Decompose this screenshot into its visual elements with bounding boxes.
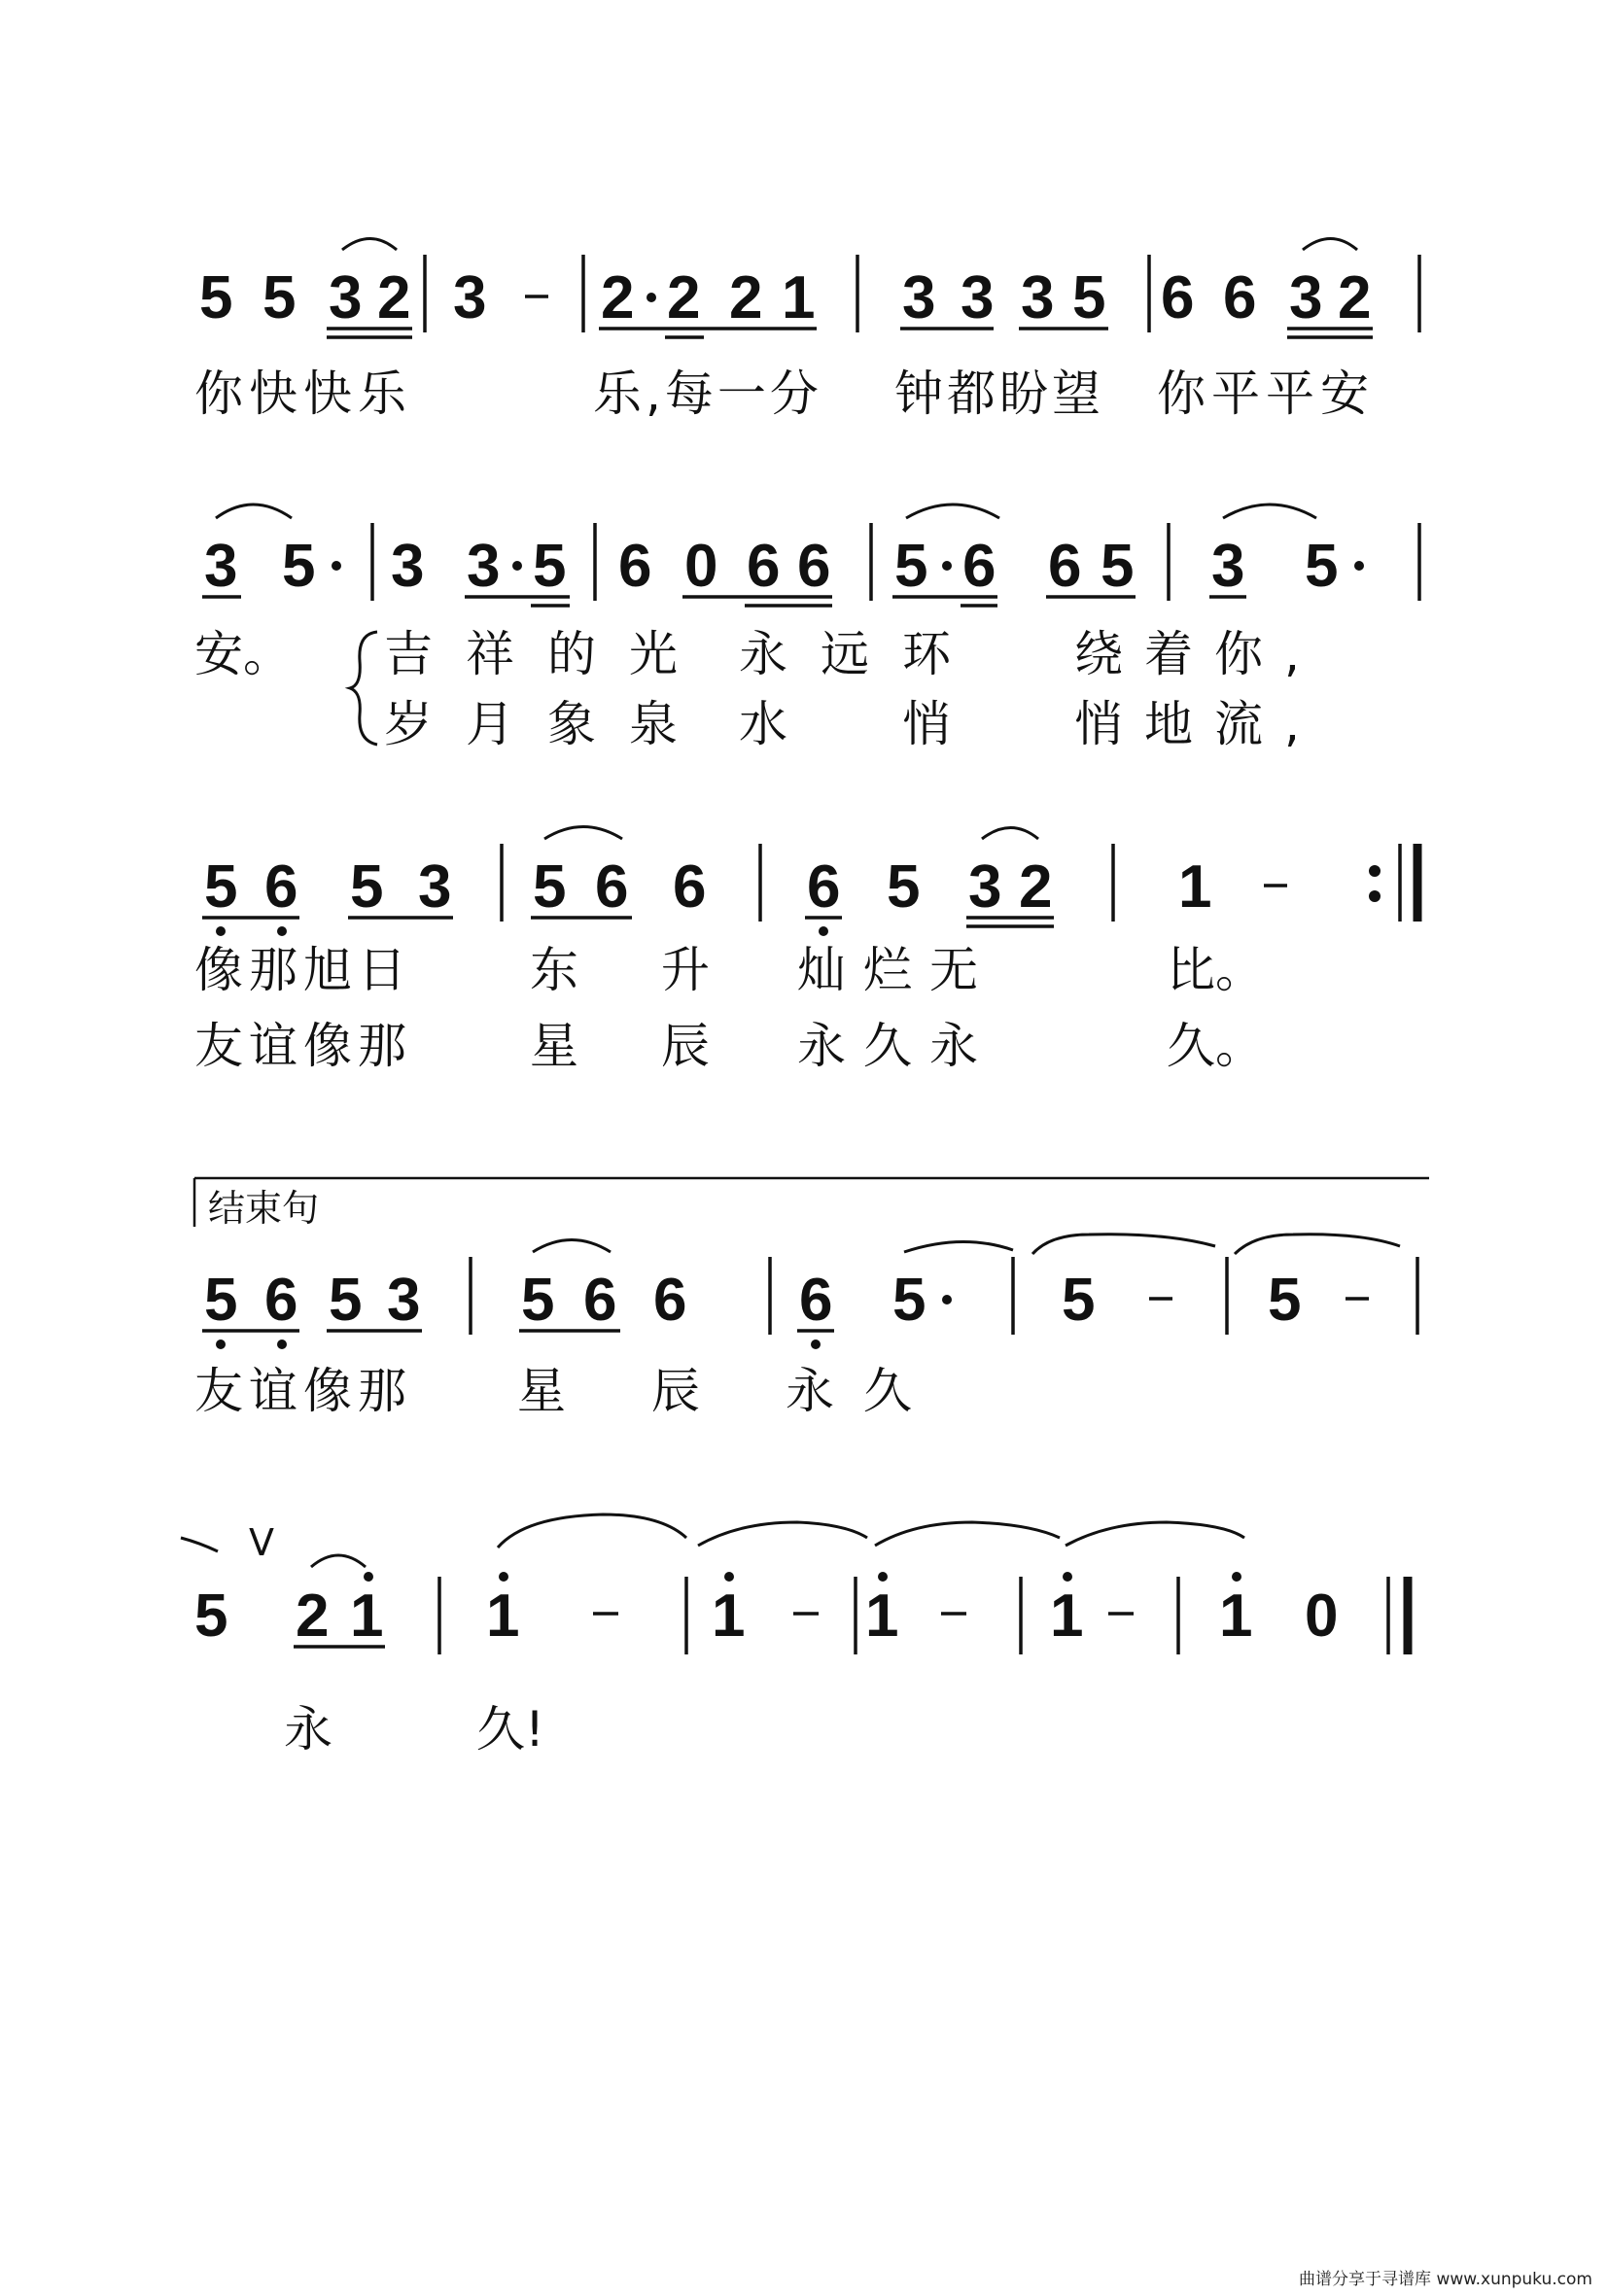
slur xyxy=(982,828,1038,840)
lyric: 绕着你, xyxy=(1074,626,1321,682)
lyric: 灿烂无 xyxy=(797,942,996,998)
note: 5 xyxy=(204,853,238,921)
verse-brace xyxy=(350,632,377,745)
low-octave-dot xyxy=(819,926,828,936)
tie xyxy=(698,1522,867,1546)
watermark: 曲谱分享于寻谱库 www.xunpuku.com xyxy=(1299,2270,1592,2289)
lyric: 悄地流, xyxy=(1074,696,1321,752)
note: 2 xyxy=(1019,853,1053,921)
note: 5 xyxy=(1305,533,1339,600)
slur xyxy=(216,504,292,518)
note: 6 xyxy=(1223,264,1257,331)
note: 2 xyxy=(1338,264,1372,331)
note: 6 xyxy=(807,853,841,921)
note: 1 xyxy=(1050,1583,1084,1650)
lyric: 友谊像那 xyxy=(194,1363,412,1419)
note: 3 xyxy=(453,264,487,331)
note: 5 xyxy=(887,853,921,921)
high-octave-dot xyxy=(724,1572,734,1582)
aug-dot xyxy=(942,561,952,571)
note: 3 xyxy=(387,1267,421,1334)
note: 6 xyxy=(264,853,298,921)
note: 1 xyxy=(782,264,816,331)
high-octave-dot xyxy=(1232,1572,1241,1582)
note: 6 xyxy=(1048,533,1082,600)
note: 2 xyxy=(377,264,411,331)
high-octave-dot xyxy=(364,1572,373,1582)
note: 3 xyxy=(329,264,363,331)
note: 3 xyxy=(204,533,238,600)
note: 5 xyxy=(533,533,567,600)
lyric: 永远环 xyxy=(739,626,984,682)
low-octave-dot xyxy=(277,926,287,936)
lyric: 久。 xyxy=(1167,1018,1264,1074)
lyric: 比。 xyxy=(1167,942,1264,998)
high-octave-dot xyxy=(499,1572,508,1582)
score-line-3 xyxy=(194,827,1417,1075)
note: 1 xyxy=(712,1583,746,1650)
lyric: 升 xyxy=(661,942,710,998)
note: 3 xyxy=(1211,533,1245,600)
note: 6 xyxy=(653,1267,687,1334)
note: 5 xyxy=(194,1583,228,1650)
note: 1 xyxy=(1178,853,1212,921)
low-octave-dot xyxy=(216,926,226,936)
note: 6 xyxy=(618,533,652,600)
note: 3 xyxy=(418,853,452,921)
note: 5 xyxy=(1268,1267,1302,1334)
repeat-dot xyxy=(1369,865,1381,877)
tie xyxy=(875,1522,1060,1546)
lyric: 安。 xyxy=(194,626,292,682)
note: 6 xyxy=(797,533,831,600)
note: 5 xyxy=(204,1267,238,1334)
note: 6 xyxy=(583,1267,617,1334)
breath-mark: V xyxy=(249,1521,274,1564)
tie xyxy=(904,1241,1013,1252)
note: 0 xyxy=(1305,1583,1339,1650)
tie xyxy=(1066,1522,1244,1546)
lyric: 水悄 xyxy=(739,696,1066,752)
lyric: 永久 xyxy=(786,1363,941,1419)
low-octave-dot xyxy=(811,1339,821,1349)
slur xyxy=(1223,504,1316,518)
note: 6 xyxy=(1161,264,1195,331)
aug-dot xyxy=(942,1295,952,1305)
lyric: 岁月象泉 xyxy=(384,696,711,752)
lyric: 永 xyxy=(284,1701,332,1757)
note: 5 xyxy=(521,1267,555,1334)
aug-dot xyxy=(332,561,341,571)
note: 2 xyxy=(601,264,635,331)
note: 5 xyxy=(329,1267,363,1334)
slur xyxy=(311,1555,366,1567)
note: 5 xyxy=(199,264,233,331)
aug-dot xyxy=(1354,561,1364,571)
note: 6 xyxy=(673,853,707,921)
lyric: 星 xyxy=(517,1363,566,1419)
lyric: 你平平安 xyxy=(1157,365,1375,422)
low-octave-dot xyxy=(216,1339,226,1349)
low-octave-dot xyxy=(277,1339,287,1349)
note: 3 xyxy=(1021,264,1055,331)
note: 3 xyxy=(1289,264,1323,331)
slur xyxy=(906,504,999,518)
lyric: 钟都盼望 xyxy=(894,365,1104,422)
note: 5 xyxy=(1072,264,1106,331)
lyric: 永久永 xyxy=(797,1018,996,1074)
note: 5 xyxy=(1062,1267,1096,1334)
lyric: 像那旭日 xyxy=(194,942,412,998)
slur xyxy=(1303,239,1357,251)
lyric: 吉祥的光 xyxy=(384,626,711,682)
note: 6 xyxy=(264,1267,298,1334)
note: 5 xyxy=(892,1267,926,1334)
note: 6 xyxy=(962,533,996,600)
score-line-1 xyxy=(194,239,1419,423)
slur xyxy=(544,827,622,840)
high-octave-dot xyxy=(1063,1572,1072,1582)
lyric: 辰 xyxy=(661,1018,710,1074)
slur xyxy=(342,239,397,251)
note: 5 xyxy=(350,853,384,921)
note: 1 xyxy=(350,1583,384,1650)
tie xyxy=(498,1514,686,1548)
fall-mark xyxy=(181,1538,218,1551)
lyric: 久! xyxy=(476,1701,545,1757)
note: 3 xyxy=(467,533,501,600)
lyric: 乐,每一分 xyxy=(593,365,822,422)
note: 1 xyxy=(865,1583,899,1650)
note: 1 xyxy=(1219,1583,1253,1650)
note: 3 xyxy=(902,264,936,331)
lyric: 辰 xyxy=(651,1363,700,1419)
score-line-2 xyxy=(194,504,1419,752)
lyric: 东 xyxy=(530,942,578,998)
note: 2 xyxy=(296,1583,330,1650)
note: 3 xyxy=(961,264,995,331)
note: 6 xyxy=(747,533,781,600)
note: 5 xyxy=(262,264,297,331)
note: 6 xyxy=(595,853,629,921)
lyric: 你快快乐 xyxy=(194,365,412,422)
note: 1 xyxy=(486,1583,520,1650)
note: 3 xyxy=(391,533,425,600)
aug-dot xyxy=(647,293,656,302)
repeat-dot xyxy=(1369,890,1381,902)
tie xyxy=(1235,1235,1400,1254)
high-octave-dot xyxy=(878,1572,888,1582)
lyric: 友谊像那 xyxy=(194,1018,412,1074)
aug-dot xyxy=(512,561,522,571)
coda-label: 结束句 xyxy=(208,1187,320,1230)
lyric: 星 xyxy=(530,1018,578,1074)
note: 3 xyxy=(968,853,1002,921)
note: 5 xyxy=(533,853,567,921)
note: 2 xyxy=(667,264,701,331)
note: 5 xyxy=(1101,533,1135,600)
note: 2 xyxy=(729,264,763,331)
slur xyxy=(533,1240,611,1253)
tie xyxy=(1032,1235,1215,1254)
score-line-5 xyxy=(181,1514,1408,1757)
note: 0 xyxy=(684,533,718,600)
score-line-4 xyxy=(194,1178,1429,1419)
note: 5 xyxy=(282,533,316,600)
note: 6 xyxy=(799,1267,833,1334)
note: 5 xyxy=(894,533,928,600)
